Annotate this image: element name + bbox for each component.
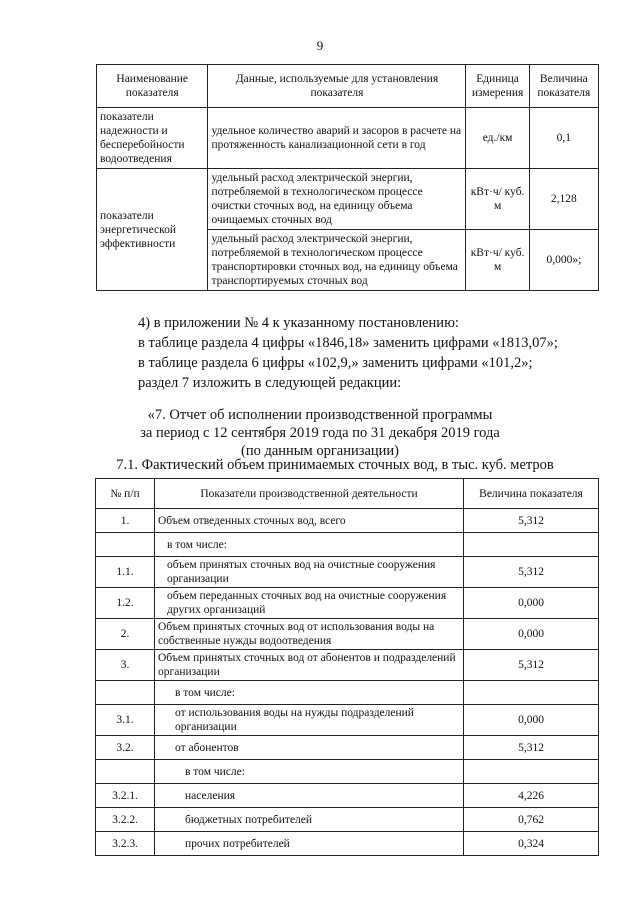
table-row: [96, 705, 599, 736]
row-value: 5,312: [464, 557, 599, 588]
header-value: Величина показателя: [529, 65, 598, 108]
row-value: 5,312: [464, 509, 599, 533]
row-value: 0,762: [464, 808, 599, 832]
indicator-value: 2,128: [529, 169, 598, 230]
row-name: объем принятых сточных вод на очистные сооружения организации: [155, 557, 464, 588]
row-number: 2.: [96, 619, 155, 650]
indicator-data: удельный расход электрической энергии, потребляемой в технологическом процессе очистки сточных вод, на единицу объема очищаемых сточных вод: [208, 169, 466, 230]
header-indicator: Показатели производственной деятельности: [155, 479, 464, 509]
table-row: [96, 588, 599, 619]
table-row: [96, 557, 599, 588]
row-number: 1.2.: [96, 588, 155, 619]
paragraph: раздел 7 изложить в следующей редакции:: [138, 375, 402, 391]
table-row: [96, 650, 599, 681]
row-value: 5,312: [464, 736, 599, 760]
indicators-table: [96, 64, 599, 291]
row-number: [96, 533, 155, 557]
row-number: 3.2.1.: [96, 784, 155, 808]
row-value: 0,000: [464, 619, 599, 650]
row-name: в том числе:: [155, 760, 464, 784]
table-row: [96, 808, 599, 832]
indicator-data: удельное количество аварий и засоров в расчете на протяженность канализационной сети в год: [208, 108, 466, 169]
table-row: [96, 509, 599, 533]
row-name: прочих потребителей: [155, 832, 464, 856]
header-number: № п/п: [96, 479, 155, 509]
table-row: [96, 784, 599, 808]
table-header-row: [96, 479, 599, 509]
row-name: объем переданных сточных вод на очистные сооружения других организаций: [155, 588, 464, 619]
row-number: 1.1.: [96, 557, 155, 588]
row-value: [464, 760, 599, 784]
row-value: 0,324: [464, 832, 599, 856]
row-value: 4,226: [464, 784, 599, 808]
subsection-title: 7.1. Фактический объем принимаемых сточных вод, в тыс. куб. метров: [116, 457, 554, 473]
header-unit: Единица измерения: [466, 65, 529, 108]
row-number: 3.2.2.: [96, 808, 155, 832]
row-name: от абонентов: [155, 736, 464, 760]
indicator-unit: кВт·ч/ куб. м: [466, 169, 529, 230]
row-number: 3.1.: [96, 705, 155, 736]
indicator-data: удельный расход электрической энергии, потребляемой в технологическом процессе транспортировки сточных вод, на единицу объема транспортируемых сточных вод: [208, 230, 466, 291]
page-number: 9: [316, 38, 324, 53]
table-row: [96, 533, 599, 557]
table-row: [97, 108, 599, 169]
indicator-value: 0,1: [529, 108, 598, 169]
row-name: от использования воды на нужды подразделений организации: [155, 705, 464, 736]
wastewater-volume-table: [95, 478, 599, 856]
header-indicator-name: Наименование показателя: [97, 65, 208, 108]
paragraph: в таблице раздела 6 цифры «102,9,» заменить цифрами «101,2»;: [138, 355, 533, 371]
indicator-name: показатели надежности и бесперебойности водоотведения: [97, 108, 208, 169]
table-header-row: [97, 65, 599, 108]
row-value: 0,000: [464, 588, 599, 619]
row-number: 3.: [96, 650, 155, 681]
table-row: [96, 619, 599, 650]
indicator-unit: ед./км: [466, 108, 529, 169]
row-value: [464, 533, 599, 557]
table-row: [96, 832, 599, 856]
row-value: 5,312: [464, 650, 599, 681]
row-number: 1.: [96, 509, 155, 533]
row-name: бюджетных потребителей: [155, 808, 464, 832]
indicator-name: показатели энергетической эффективности: [97, 169, 208, 291]
header-data: Данные, используемые для установления показателя: [208, 65, 466, 108]
row-number: [96, 760, 155, 784]
paragraph: в таблице раздела 4 цифры «1846,18» заменить цифрами «1813,07»;: [138, 335, 558, 351]
row-number: 3.2.3.: [96, 832, 155, 856]
paragraph: 4) в приложении № 4 к указанному постановлению:: [138, 315, 459, 331]
header-value: Величина показателя: [464, 479, 599, 509]
table-row: [97, 169, 599, 230]
section-title: (по данным организации): [240, 443, 399, 459]
table-row: [96, 681, 599, 705]
row-name: в том числе:: [155, 681, 464, 705]
table-row: [96, 736, 599, 760]
row-number: 3.2.: [96, 736, 155, 760]
row-name: Объем отведенных сточных вод, всего: [155, 509, 464, 533]
section-title: за период с 12 сентября 2019 года по 31 декабря 2019 года: [140, 425, 500, 441]
row-name: в том числе:: [155, 533, 464, 557]
row-name: Объем принятых сточных вод от использования воды на собственные нужды водоотведения: [155, 619, 464, 650]
row-value: [464, 681, 599, 705]
row-name: населения: [155, 784, 464, 808]
row-number: [96, 681, 155, 705]
indicator-unit: кВт·ч/ куб. м: [466, 230, 529, 291]
section-title: «7. Отчет об исполнении производственной программы: [147, 407, 493, 423]
table-row: [96, 760, 599, 784]
indicator-value: 0,000»;: [529, 230, 598, 291]
row-value: 0,000: [464, 705, 599, 736]
row-name: Объем принятых сточных вод от абонентов и подразделений организации: [155, 650, 464, 681]
